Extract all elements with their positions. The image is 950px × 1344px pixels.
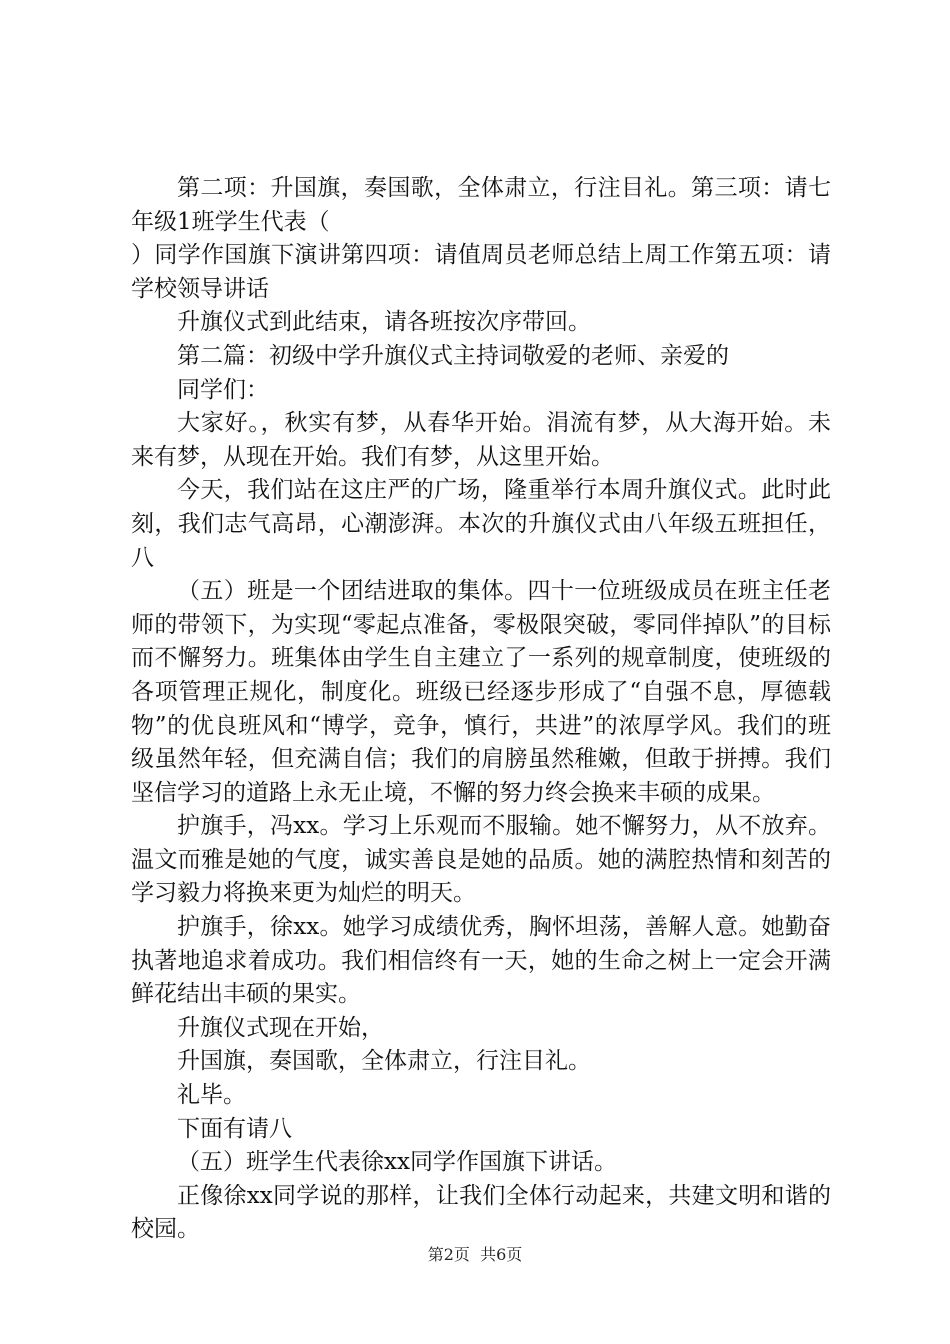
paragraph-salute-complete: 礼毕。: [177, 1082, 246, 1109]
paragraph-closing: 正像徐xx同学说的那样，让我们全体行动起来，共建文明和谐的校园。: [131, 1182, 831, 1243]
paragraph-speaker: （五）班学生代表徐xx同学作国旗下讲话。: [177, 1149, 617, 1176]
paragraph-class-intro: （五）班是一个团结进取的集体。四十一位班级成员在班主任老师的带领下，为实现“零起点准备，零极限突破，零同伴掉队”的目标而不懈努力。班集体由学生自主建立了一系列的规章制度，使班级的各项管理正规化，制度化。班级已经逐步形成了“自强不息，厚德载物”的优良班风和“博学，竞争，慎行，共进”的浓厚学风。我们的班级虽然年轻，但充满自信；我们的肩膀虽然稚嫩，但敢于拼搏。我们坚信学习的道路上永无止境，不懈的努力终会换来丰硕的成果。: [131, 578, 831, 806]
paragraph-item-program: 第二项：升国旗，奏国歌，全体肃立，行注目礼。第三项：请七年级1班学生代表（: [131, 175, 831, 235]
document-body: [131, 172, 831, 1247]
paragraph-today: 今天，我们站在这庄严的广场，隆重举行本周升旗仪式。此时此刻，我们志气高昂，心潮澎湃。本次的升旗仪式由八年级五班担任，八: [131, 477, 831, 571]
page-number: 第2页 共6页: [427, 1245, 523, 1264]
paragraph-flag-guard-xu: 护旗手，徐xx。她学习成绩优秀，胸怀坦荡，善解人意。她勤奋执著地追求着成功。我们相信终有一天，她的生命之树上一定会开满鲜花结出丰硕的果实。: [131, 914, 831, 1008]
paragraph-ceremony-start: 升旗仪式现在开始，: [177, 1014, 384, 1041]
section-heading-part-two: 第二篇：初级中学升旗仪式主持词敬爱的老师、亲爱的: [177, 342, 729, 369]
paragraph-invite: 下面有请八: [177, 1115, 292, 1142]
paragraph-salutation: 同学们：: [177, 376, 269, 403]
paragraph-ceremony-end: 升旗仪式到此结束，请各班按次序带回。: [177, 309, 591, 336]
paragraph-raise-flag: 升国旗，奏国歌，全体肃立，行注目礼。: [177, 1048, 591, 1075]
paragraph-flag-guard-feng: 护旗手，冯xx。学习上乐观而不服输。她不懈努力，从不放弃。温文而雅是她的气度，诚实善良是她的品质。她的满腔热情和刻苦的学习毅力将换来更为灿烂的明天。: [131, 813, 831, 907]
paragraph-program-continued: ）同学作国旗下演讲第四项：请值周员老师总结上周工作第五项：请学校领导讲话: [131, 242, 831, 302]
page-footer: [0, 1244, 950, 1266]
paragraph-greeting: 大家好。，秋实有梦，从春华开始。涓流有梦，从大海开始。未来有梦，从现在开始。我们有梦，从这里开始。: [131, 410, 831, 470]
